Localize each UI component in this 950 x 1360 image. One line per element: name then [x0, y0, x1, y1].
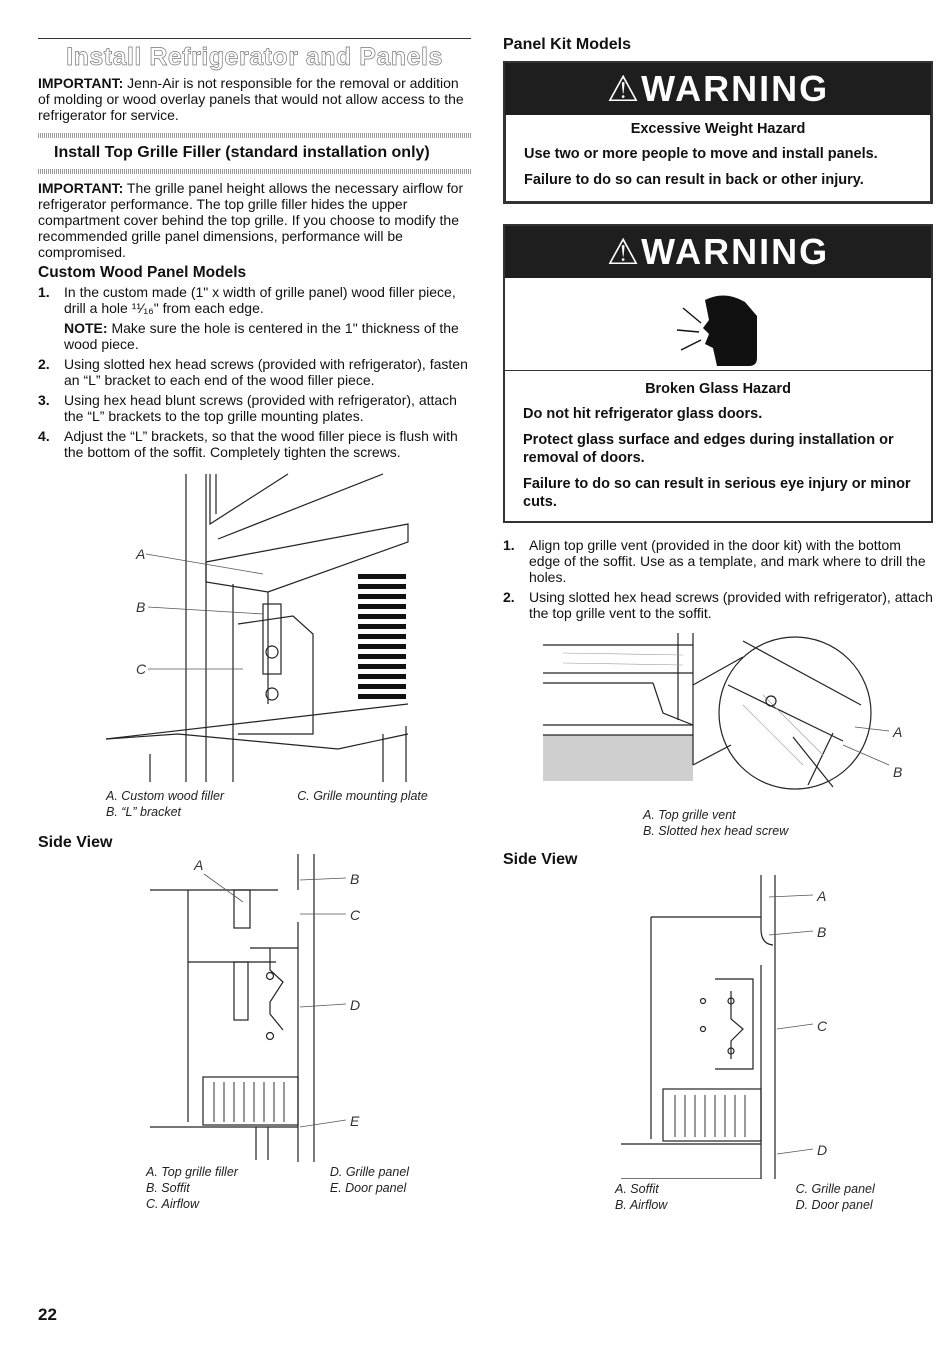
fig2-label-e: E [350, 1113, 360, 1129]
fig4-label-a: A [817, 888, 827, 904]
fig4-label-c: C [817, 1018, 828, 1034]
grille-vent-figure [503, 625, 933, 805]
page-number: 22 [38, 1305, 57, 1324]
fig2-label-a: A [194, 857, 204, 873]
section-title: Install Refrigerator and Panels [66, 43, 443, 71]
hazard-title: Broken Glass Hazard [645, 381, 791, 397]
fig2-label-c: C [350, 907, 361, 923]
glass-warning-box [503, 224, 933, 523]
custom-wood-title: Custom Wood Panel Models [38, 264, 247, 281]
fig1-label-a: A [136, 546, 146, 562]
warning-line: Protect glass surface and edges during installation or removal of doors. [523, 432, 894, 466]
side-view-title: Side View [503, 851, 578, 868]
fig2-label-b: B [350, 871, 360, 887]
side-view-figure-left [38, 852, 471, 1162]
step-item: 2. Using slotted hex head screws (provided with refrigerator), fasten an “L” bracket to each end of the wood filler piece. [38, 356, 468, 388]
step-item: 4. Adjust the “L” brackets, so that the wood filler piece is flush with the bottom of the soffit. Completely tighten the screws. [38, 428, 458, 460]
step-item: 1. In the custom made (1" x width of grille panel) wood filler piece, drill a hole ¹¹⁄₁₆" from each edge. NOTE: Make sure the hole is centered in the 1" thickness of the wood piece. [38, 284, 459, 352]
step-item: 1. Align top grille vent (provided in the door kit) with the bottom edge of the soffit. Use as a template, and mark where to drill the holes. [503, 537, 926, 585]
fig1-label-c: C [136, 661, 147, 677]
fig2-captions: A. Top grille filler D. Grille panel B. Soffit E. Door panel C. Airflow [146, 1165, 410, 1211]
warning-line: Failure to do so can result in serious eye injury or minor cuts. [523, 476, 911, 510]
left-column [38, 38, 471, 1212]
panel-kit-title: Panel Kit Models [503, 36, 632, 53]
divider [38, 169, 471, 174]
fig3-captions: A. Top grille vent B. Slotted hex head screw [643, 808, 789, 838]
fig1-captions: A. Custom wood filler C. Grille mounting plate B. “L” bracket [106, 789, 428, 819]
fig3-label-b: B [893, 764, 903, 780]
warning-banner: ⚠WARNING [505, 226, 931, 278]
side-view-figure-right [503, 869, 933, 1179]
weight-warning-box [503, 61, 933, 204]
top-rule [38, 38, 471, 39]
fig1-label-b: B [136, 599, 146, 615]
right-column [503, 36, 933, 1213]
step-item: 3. Using hex head blunt screws (provided with refrigerator), attach the “L” brackets to the top grille mounting plates. [38, 392, 457, 424]
fig4-label-d: D [817, 1142, 828, 1158]
custom-steps [38, 284, 471, 460]
wood-filler-figure [38, 464, 471, 784]
side-view-title: Side View [38, 834, 113, 851]
panel-kit-steps [503, 537, 933, 621]
important-note-1: IMPORTANT: Jenn-Air is not responsible for the removal or addition of molding or wood overlay panels that would not allow access to the refrigerator for service. [38, 75, 464, 123]
fig4-captions: A. Soffit C. Grille panel B. Airflow D. Door panel [615, 1182, 875, 1212]
fig4-label-b: B [817, 924, 827, 940]
divider [38, 133, 471, 138]
step-item: 2. Using slotted hex head screws (provided with refrigerator), attach the top grille vent to the soffit. [503, 589, 933, 621]
subsection-title: Install Top Grille Filler (standard installation only) [54, 144, 430, 161]
fig3-label-a: A [893, 724, 903, 740]
warning-line: Use two or more people to move and install panels. [524, 146, 878, 162]
warning-banner: ⚠WARNING [505, 63, 931, 115]
eye-injury-icon [505, 278, 935, 370]
hazard-title: Excessive Weight Hazard [630, 121, 806, 137]
fig2-label-d: D [350, 997, 361, 1013]
warning-line: Failure to do so can result in back or other injury. [524, 172, 864, 188]
important-note-2: IMPORTANT: The grille panel height allows the necessary airflow for refrigerator performance. The top grille filler hides the upper compartment cover behind the top grille. If you choose to modify the recommended grille panel dimensions, performance will be compromised. [38, 180, 464, 260]
warning-line: Do not hit refrigerator glass doors. [523, 406, 763, 422]
